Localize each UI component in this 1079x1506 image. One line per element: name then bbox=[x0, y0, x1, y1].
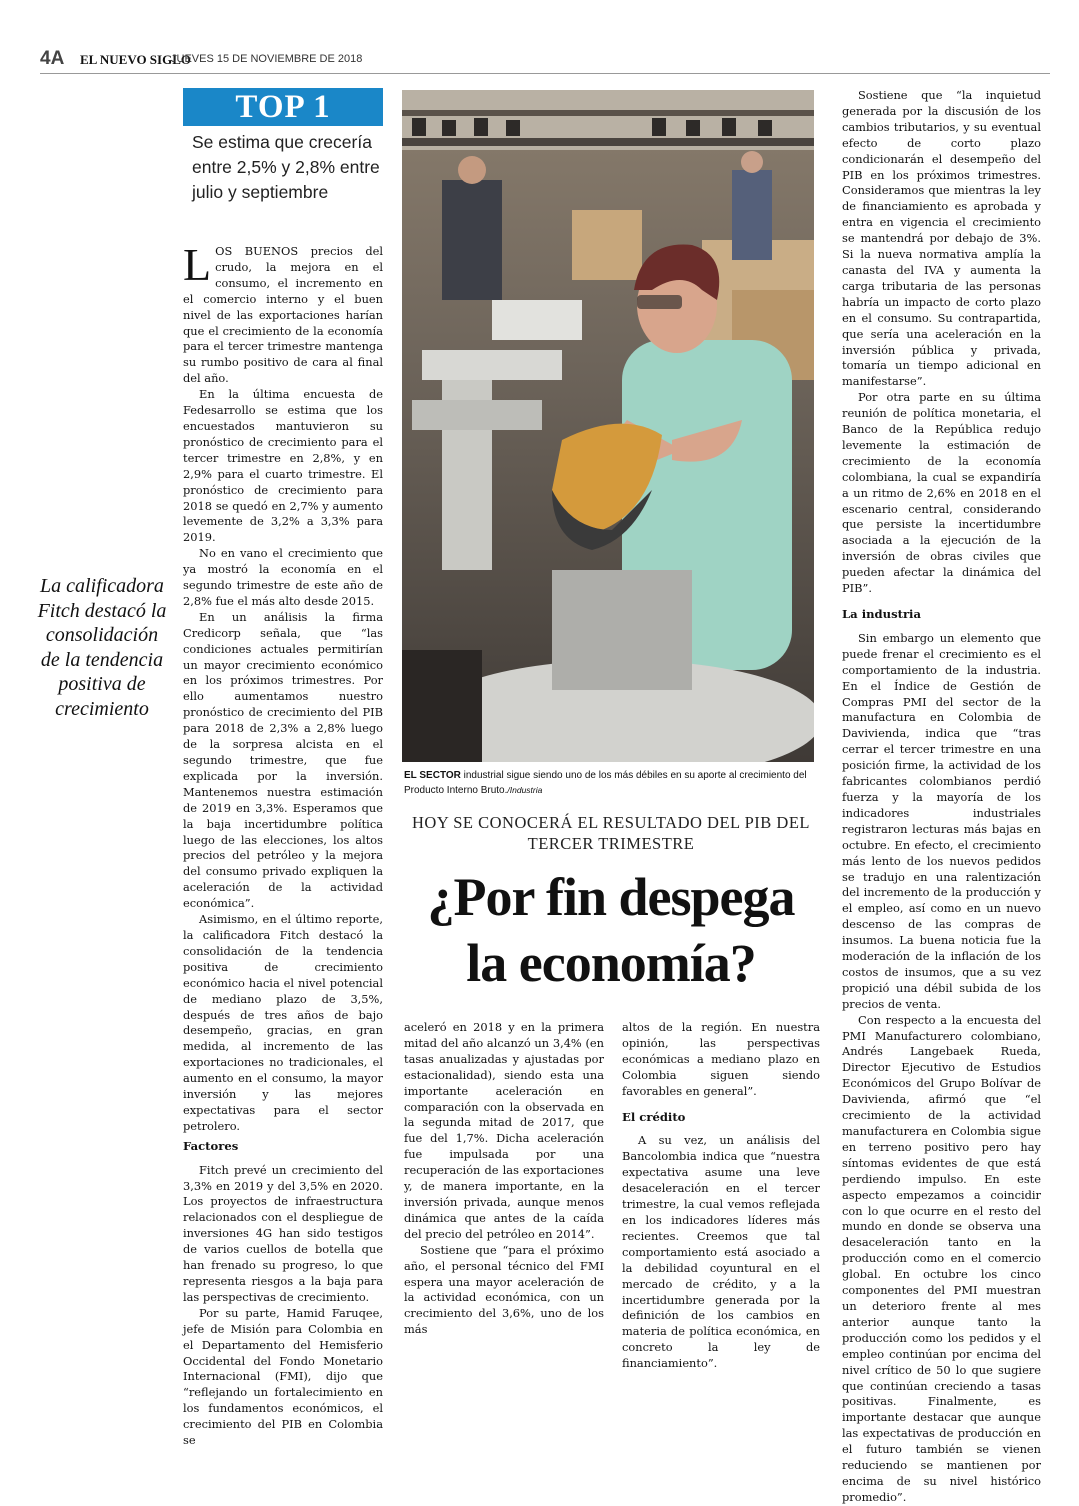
paragraph: No en vano el crecimiento que ya mostró la economía en el segundo trimestre de este año de 2,8% fue el más alto desde 2015. bbox=[183, 546, 383, 608]
article-column-3 bbox=[622, 1020, 820, 1372]
article-column-4 bbox=[842, 88, 1041, 1506]
article-photo bbox=[402, 90, 814, 762]
lead-paragraph: LOS BUENOS precios del crudo, la mejora en el consumo, el incremento en el comercio interno y el buen nivel de las exportaciones harían que el crecimiento de la economía para el tercer trimestre mantenga su rumbo positivo de cara al final del año. bbox=[183, 239, 383, 386]
headline-line-2: la economía? bbox=[466, 933, 756, 993]
paragraph: Con respecto a la encuesta del PMI Manufacturero colombiano, Andrés Langebaek Rueda, Director Ejecutivo de Estudios Económicos del Grupo Bolívar de Davivienda, afirmó que “el crecimiento de la actividad manufacturera en Colombia sigue en terreno positivo pero hay síntomas evidentes de que está perdiendo impulso. En este aspecto empezamos a coincidir con lo que ocurre en el resto del mundo en donde se observa una desaceleración tanto en la producción como en el comercio global. En octubre los cinco componentes del PMI muestran un deterioro frente al mes anterior aunque tanto la producción como los pedidos y el empleo continúan por encima del nivel crítico de 50 lo que sugiere que continúan creciendo a tasas positivas. Finalmente, es importante destacar que aunque las expectativas de producción en el futuro también se vienen reduciendo se mantienen por encima de su nivel histórico promedio”. bbox=[842, 1012, 1041, 1504]
headline bbox=[405, 864, 817, 996]
issue-date: JUEVES 15 DE NOVIEMBRE DE 2018 bbox=[171, 53, 363, 65]
subhead-factores: Factores bbox=[183, 1138, 239, 1153]
header-rule bbox=[40, 73, 1050, 74]
article-column-2 bbox=[404, 1020, 604, 1338]
headline-kicker: HOY SE CONOCERÁ EL RESULTADO DEL PIB DEL TERCER TRIMESTRE bbox=[411, 813, 811, 853]
paragraph: En un análisis la firma Credicorp señala, que “las condiciones actuales permitirían un mayor crecimiento económico en los próximos trimestres. Por ello aumentamos nuestro pronóstico de crecimiento del PIB para 2018 de 2,3% a 2,8% luego de la sorpresa alcista en el segundo trimestre, que fue explicada por la inversión. Mantenemos nuestra estimación de 2019 en 3,3%. Esperamos que la baja incertidumbre política luego de las elecciones, los altos precios del petróleo y la mejora del consumo privado expliquen la aceleración de la actividad económica”. bbox=[183, 609, 383, 911]
subhead-industria: La industria bbox=[842, 607, 921, 621]
paragraph: Por su parte, Hamid Faruqee, jefe de Misión para Colombia en el Departamento del Hemisferio Occidental del Fondo Monetario Internacional (FMI), dijo que “reflejando un fortalecimiento en los fundamentos económicos, el crecimiento del PIB en Colombia se bbox=[183, 1305, 383, 1448]
caption-text: industrial sigue siendo uno de los más débiles en su aporte al crecimiento del Producto Interno Bruto. bbox=[404, 770, 807, 796]
caption-credit: /Industria bbox=[507, 785, 543, 795]
caption-lead: EL SECTOR bbox=[404, 770, 461, 781]
subhead-credito: El crédito bbox=[622, 1109, 686, 1124]
paragraph: Asimismo, en el último reporte, la calificadora Fitch destacó la consolidación de la tendencia positiva de crecimiento económico hacia el nivel potencial de mediano plazo de 3,5%, después de tres años de bajo desempeño, gracias, en gran medida, al incremento de las exportaciones no tradicionales, el aumento en el consumo, la mayor inversión y las mejores expectativas para el sector petrolero. bbox=[183, 912, 383, 1133]
paragraph: Sostiene que “la inquietud generada por la discusión de los cambios tributarios, y su eventual efecto de corto plazo condicionarán el desempeño del PIB en los próximos trimestres. Consideramos que mientras la ley de financiamiento es aprobada y entra en vigencia el crecimiento se mantendrá por debajo de 3%. Si la nueva normativa amplía la canasta del IVA y aumenta la carga tributaria de las personas habría un impacto de corto plazo en el consumo. Su contrapartida, que sería una aceleración en la inversión pública y privada, tomaría un tiempo adicional en manifestarse”. bbox=[842, 88, 1041, 389]
sub-deck: Se estima que crecería entre 2,5% y 2,8% entre julio y septiembre bbox=[192, 132, 380, 202]
paragraph: En la última encuesta de Fedesarrollo se estima que los encuestados mantuvieron su pronóstico de crecimiento para el tercer trimestre en 2,8%, y en 2,9% para el cuarto trimestre. El pronóstico de crecimiento para 2018 se quedó en 2,7% y aumento levemente de 3,2% a 3,3% para 2019. bbox=[183, 387, 383, 545]
drop-cap: L bbox=[183, 239, 212, 290]
page-number: 4A bbox=[40, 48, 65, 69]
page-header bbox=[40, 48, 1050, 72]
factory-worker-illustration bbox=[402, 90, 814, 762]
pull-quote: La calificadora Fitch destacó la consolidación de la tendencia positiva de crecimiento bbox=[37, 575, 167, 720]
newspaper-name: EL NUEVO SIGLO bbox=[80, 52, 191, 67]
paragraph: altos de la región. En nuestra opinión, las perspectivas económicas a mediano plazo en Colombia siguen siendo favorables en general”. bbox=[622, 1020, 820, 1098]
article-column-1 bbox=[183, 239, 383, 1449]
paragraph: aceleró en 2018 y en la primera mitad del año alcanzó un 3,4% (en tasas anualizadas y ajustadas por estacionalidad), siendo esta una importante aceleración en comparación con la observada en la segunda mitad de 2017, que fue del 1,7%. Dicha aceleración fue impulsada por una recuperación de las exportaciones y, de manera importante, en la inversión privada, aunque menos dinámica que antes de la caída del precio del petróleo en 2014”. bbox=[404, 1020, 604, 1241]
top-badge: TOP 1 bbox=[183, 88, 383, 126]
paragraph: Sostiene que “para el próximo año, el personal técnico del FMI espera una mayor aceleración de la actividad económica, con un crecimiento del 3,6%, uno de los más bbox=[404, 1242, 604, 1337]
paragraph: A su vez, un análisis del Bancolombia indica que “nuestra expectativa asume una leve desaceleración en el tercer trimestre, la cual vemos reflejada en los indicadores líderes más recientes. Creemos que tal comportamiento está asociado a la debilidad coyuntural en el mercado de crédito, y a la incertidumbre generada por la definición de los cambios en materia de política económica, en concreto la ley de financiamiento”. bbox=[622, 1133, 820, 1371]
paragraph: Fitch prevé un crecimiento del 3,3% en 2019 y del 3,5% en 2020. Los proyectos de infraestructura relacionados con el despliegue de inversiones 4G han sido testigos de varios cuellos de botella que han frenado su progreso, lo que representa riesgos a la baja para las perspectivas de crecimiento. bbox=[183, 1162, 383, 1304]
paragraph: Sin embargo un elemento que puede frenar el crecimiento es el comportamiento de la industria. En el Índice de Gestión de Compras PMI del sector de la manufactura en Colombia de Davivienda, indica que “tras cerrar el tercer trimestre en una posición firme, la actividad de los fabricantes colombianos perdió fuerza y la mayoría de los indicadores industriales registraron lecturas más bajas en octubre. En efecto, el crecimiento más lento de los nuevos pedidos se tradujo en una ralentización del incremento de la producción y el empleo, así como en un nuevo descenso de las compras de insumos. La buena noticia fue la moderación de la inflación de los costos de insumos, que a su vez propició una débil subida de los precios de venta. bbox=[842, 630, 1041, 1011]
photo-caption bbox=[404, 769, 818, 798]
headline-line-1: ¿Por fin despega bbox=[427, 867, 795, 927]
paragraph: Por otra parte en su última reunión de política monetaria, el Banco de la República redujo levemente la estimación de crecimiento de la economía colombiana, la cual se expandiría a un ritmo de 2,6% en 2018 en el escenario central, considerando que persiste la incertidumbre asociada a la ejecución de la inversión de obras civiles que pueden afectar la dinámica del PIB”. bbox=[842, 390, 1041, 596]
